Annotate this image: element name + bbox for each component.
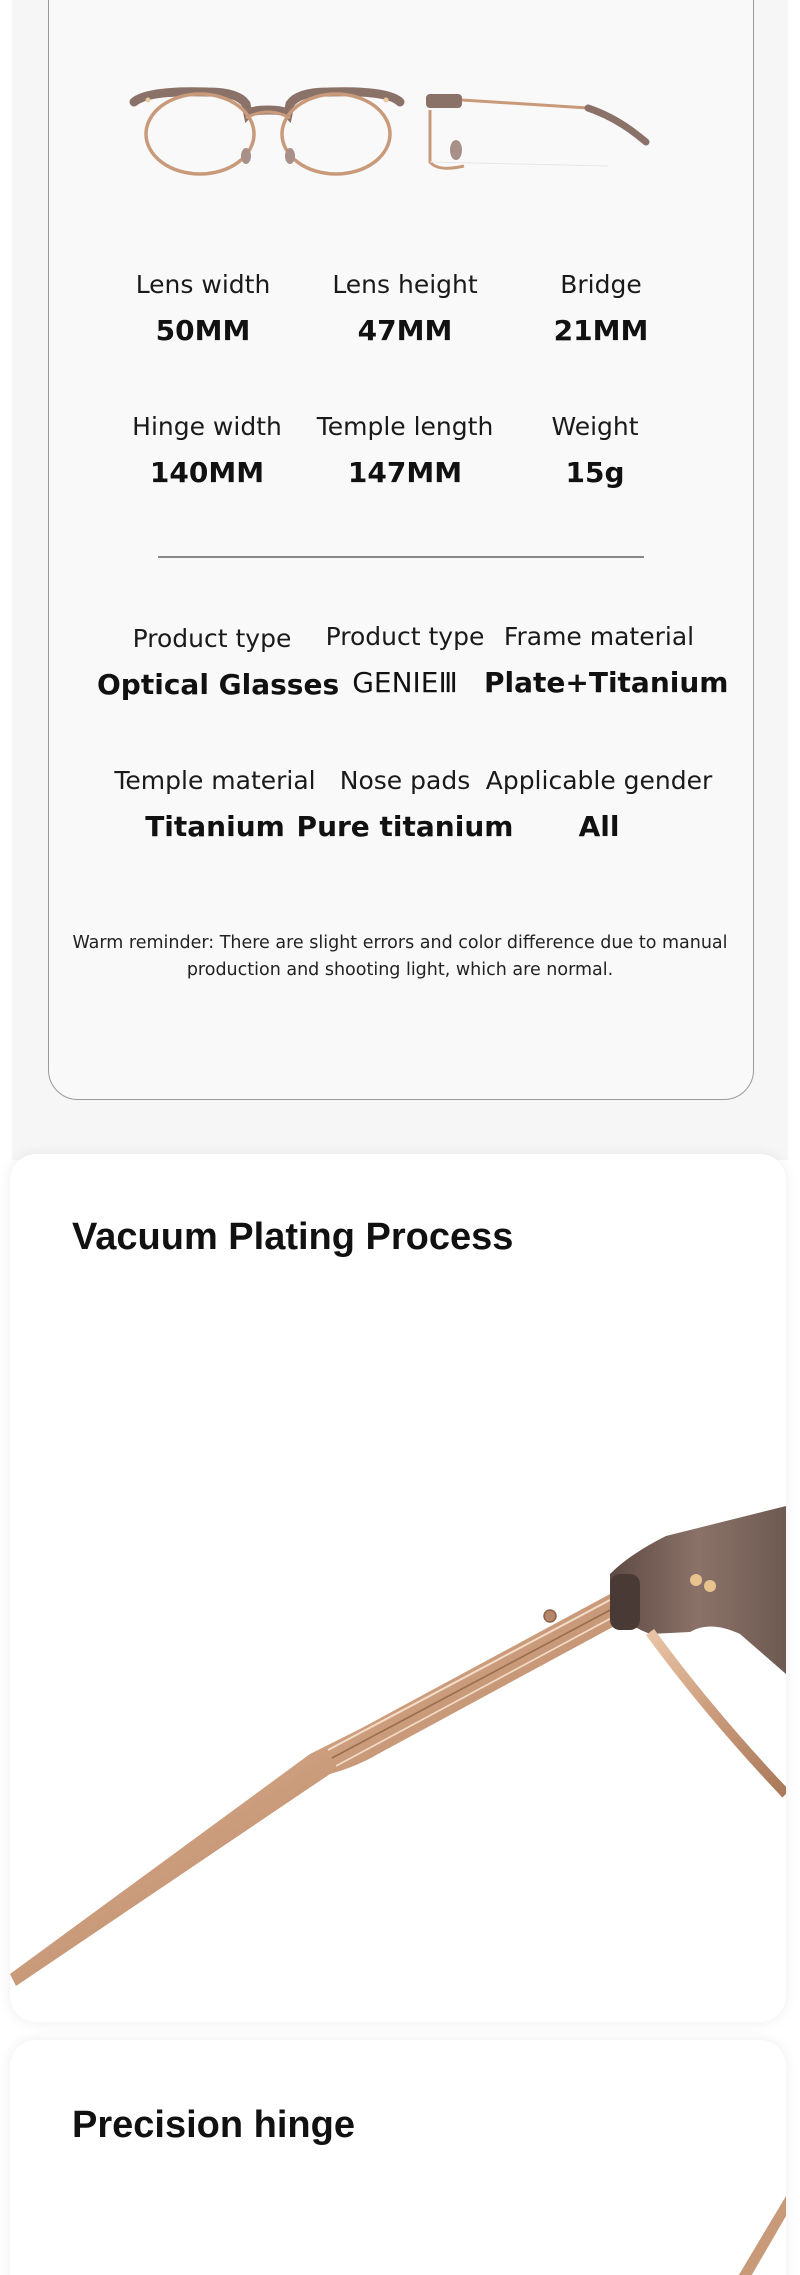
attr-label: Nose pads: [339, 766, 471, 795]
attr-value: GENIEⅢ: [352, 666, 458, 699]
spec-bridge: [486, 270, 716, 348]
spec-value: 140MM: [149, 456, 265, 489]
precision-hinge-title: Precision hinge: [72, 2104, 355, 2146]
vacuum-plating-title: Vacuum Plating Process: [72, 1216, 514, 1258]
glasses-images: [128, 70, 678, 180]
attr-label: Frame material: [503, 622, 695, 651]
spec-lens-width: [88, 270, 318, 348]
spec-weight: [480, 412, 710, 490]
spec-value: 50MM: [155, 314, 251, 347]
attr-label: Applicable gender: [485, 766, 713, 795]
spec-label: Lens width: [135, 270, 271, 299]
spec-hinge-width: [92, 412, 322, 490]
spec-value: 147MM: [347, 456, 463, 489]
temple-arm-closeup-image: [10, 1154, 786, 2022]
attr-value: Titanium: [145, 810, 285, 843]
spec-label: Weight: [551, 412, 639, 441]
spec-value: 21MM: [553, 314, 649, 347]
vacuum-plating-card: [10, 1154, 786, 2022]
attr-value: Optical Glasses: [97, 668, 340, 701]
spec-value: 47MM: [357, 314, 453, 347]
spec-label: Bridge: [560, 270, 642, 299]
attr-applicable-gender: [484, 766, 714, 844]
attr-value: Plate+Titanium: [484, 666, 729, 699]
glasses-front-image: [134, 92, 400, 174]
spec-divider: [158, 556, 644, 558]
spec-value: 15g: [565, 456, 625, 489]
glasses-side-image: [426, 94, 646, 168]
attr-label: Product type: [325, 622, 485, 651]
attr-value: All: [578, 810, 620, 843]
spec-label: Hinge width: [132, 412, 282, 441]
precision-hinge-card: [10, 2040, 786, 2275]
warm-reminder: Warm reminder: There are slight errors and color difference due to manual production and shooting light, which are normal.: [72, 933, 728, 981]
hinge-closeup-image: [10, 2040, 786, 2275]
spec-label: Lens height: [332, 270, 478, 299]
attr-value: Pure titanium: [296, 810, 514, 843]
attr-label: Temple material: [114, 766, 316, 795]
attr-frame-material: [484, 622, 729, 700]
spec-label: Temple length: [316, 412, 494, 441]
attr-label: Product type: [132, 624, 292, 653]
